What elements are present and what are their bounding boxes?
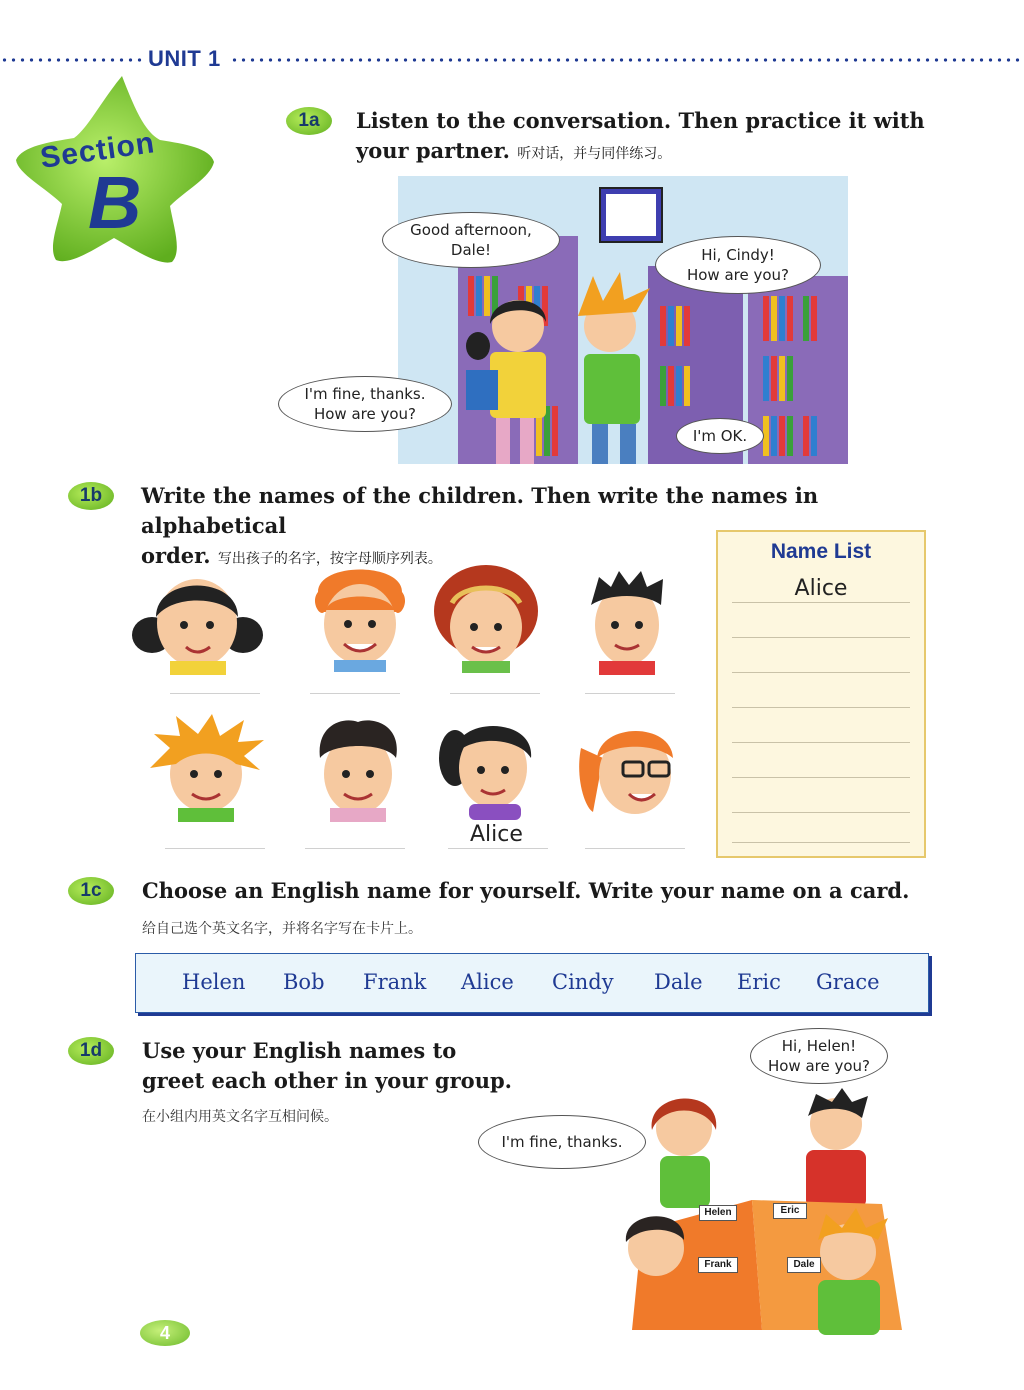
exercise-1a-line1: Listen to the conversation. Then practice it with (356, 108, 925, 133)
exercise-1c-line1: Choose an English name for yourself. Write your name on a card. (142, 878, 910, 903)
header-dotted-rule-right (230, 58, 1024, 62)
bubble-girl-reply-line1: I'm fine, thanks. (304, 385, 426, 403)
exercise-1a-line2: your partner. (356, 138, 510, 163)
name-choice: Helen (182, 970, 246, 994)
face-4-answer-line (585, 693, 675, 694)
bubble-girl-greeting (382, 212, 560, 268)
exercise-1b-line2: order. (141, 543, 211, 568)
exercise-1c-badge: 1c (68, 877, 114, 905)
child-face-6 (312, 712, 404, 822)
name-list-rule (732, 742, 910, 743)
child-face-8 (575, 718, 680, 822)
header-dotted-rule-left (0, 58, 146, 62)
bubble-boy-reply: I'm OK. (676, 418, 764, 454)
name-list-rule (732, 812, 910, 813)
child-face-1 (130, 565, 265, 675)
name-choice: Cindy (552, 970, 614, 994)
name-choice: Frank (363, 970, 427, 994)
face-8-answer-line (585, 848, 685, 849)
bubble-boy-greeting-line2: How are you? (686, 266, 790, 284)
exercise-1d-instruction (142, 1036, 542, 1096)
name-choices-card (135, 953, 929, 1013)
exercise-1b-badge: 1b (68, 482, 114, 510)
exercise-1a-line2-cn: 听对话，并与同伴练习。 (517, 146, 672, 162)
name-list-rule (732, 842, 910, 843)
bubble-boy-greeting (655, 236, 821, 294)
name-list-rule (732, 602, 910, 603)
name-card-frank: Frank (698, 1257, 738, 1273)
exercise-1a-line2-wrap (356, 136, 956, 169)
child-face-2 (310, 562, 410, 672)
exercise-1b-line1: Write the names of the children. Then write the names in alphabetical (141, 483, 819, 538)
name-list-rule (732, 637, 910, 638)
name-card-helen: Helen (699, 1205, 737, 1221)
bubble-girl-greeting-line2: Dale! (450, 241, 492, 259)
exercise-1b-line2-cn: 写出孩子的名字，按字母顺序列表。 (217, 551, 442, 567)
group-illustration (612, 1080, 917, 1335)
exercise-1d-line2: greet each other in your group. (142, 1068, 512, 1093)
child-face-4 (585, 565, 670, 675)
name-choice: Alice (461, 970, 514, 994)
child-face-5 (140, 712, 270, 822)
exercise-1d-line-cn: 在小组内用英文名字互相问候。 (142, 1109, 338, 1125)
face-2-answer-line (310, 693, 400, 694)
bubble-girl-greeting-line1: Good afternoon, (410, 221, 532, 239)
name-list-rule (732, 672, 910, 673)
name-choice: Eric (737, 970, 781, 994)
unit-title: UNIT 1 (148, 46, 221, 71)
face-1-answer-line (170, 693, 260, 694)
name-list-rule (732, 777, 910, 778)
name-choice: Bob (283, 970, 325, 994)
bubble-girl-reply (278, 376, 452, 432)
name-card-eric: Eric (773, 1203, 807, 1219)
bubble-boy-hi-helen-line2: How are you? (767, 1057, 871, 1075)
name-list-panel (716, 530, 926, 858)
face-7-name-label: Alice (470, 822, 523, 847)
child-face-7 (435, 708, 545, 822)
page-number: 4 (140, 1320, 190, 1346)
name-choice: Dale (654, 970, 703, 994)
section-label: Section (38, 126, 158, 175)
name-choice: Grace (816, 970, 880, 994)
exercise-1d-line1: Use your English names to (142, 1038, 457, 1063)
bubble-girl-fine: I'm fine, thanks. (478, 1115, 646, 1169)
child-face-3 (432, 563, 540, 673)
name-list-rule (732, 707, 910, 708)
bubble-girl-reply-line2: How are you? (313, 405, 417, 423)
face-7-answer-line (448, 848, 548, 849)
exercise-1a-instruction (356, 106, 956, 169)
section-letter: B (88, 161, 142, 244)
face-6-answer-line (305, 848, 405, 849)
exercise-1d-badge: 1d (68, 1037, 114, 1065)
name-card-dale: Dale (787, 1257, 821, 1273)
face-5-answer-line (165, 848, 265, 849)
exercise-1c-line-cn: 给自己选个英文名字，并将名字写在卡片上。 (142, 921, 422, 937)
name-list-entry-1: Alice (794, 576, 848, 601)
bubble-boy-hi-helen-line1: Hi, Helen! (781, 1037, 857, 1055)
bubble-boy-greeting-line1: Hi, Cindy! (701, 246, 775, 264)
exercise-1a-badge: 1a (286, 107, 332, 135)
name-list-title: Name List (770, 540, 872, 563)
bubble-boy-hi-helen (750, 1028, 888, 1084)
face-3-answer-line (450, 693, 540, 694)
